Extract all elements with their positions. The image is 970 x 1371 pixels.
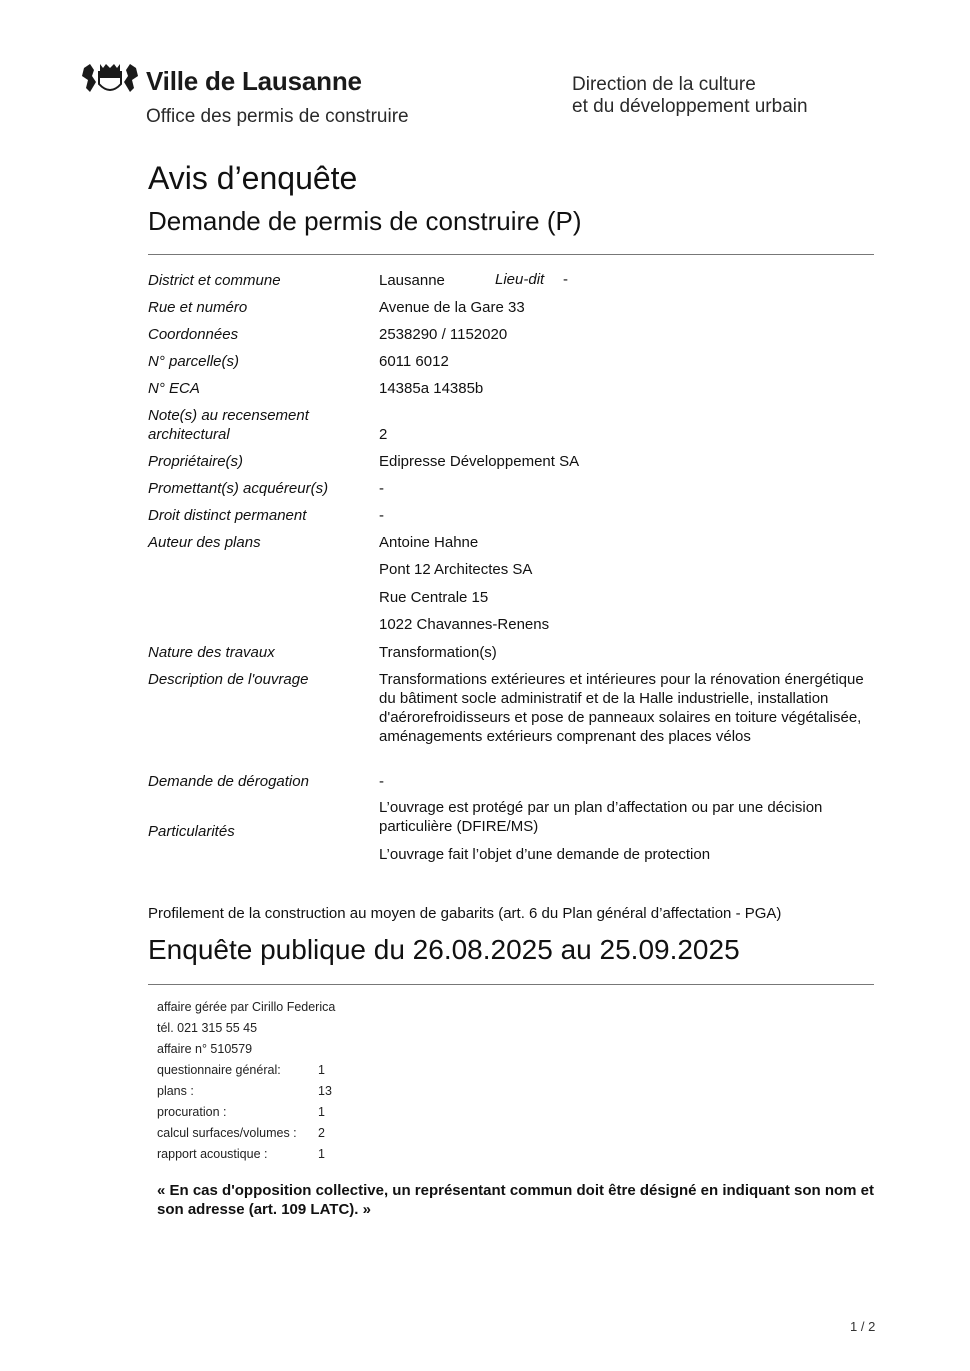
description-value: Transformations extérieures et intérieures pour la rénovation énergétique du bâtiment socle administratif et de la Halle industrielle, installation d'aérorefroidisseurs et pose de panneaux solaires en toiture végétalisée, aménagements extérieurs comprenant des places vélos bbox=[379, 671, 864, 745]
particularite-1: L’ouvrage est protégé par un plan d’affectation ou par une décision particulière (DFIRE/MS) bbox=[379, 799, 823, 835]
nature-value: Transformation(s) bbox=[379, 644, 497, 661]
auteur-line-1: Antoine Hahne bbox=[379, 534, 479, 551]
note-label-line-1: Note(s) au recensement bbox=[148, 407, 309, 424]
direction-line-2: et du développement urbain bbox=[572, 96, 808, 117]
doc-count: 13 bbox=[318, 1084, 332, 1098]
droit-value: - bbox=[379, 507, 384, 524]
doc-label: rapport acoustique : bbox=[157, 1147, 268, 1161]
doc-count: 1 bbox=[318, 1147, 325, 1161]
coord-label: Coordonnées bbox=[148, 326, 239, 343]
doc-label: procuration : bbox=[157, 1105, 227, 1119]
promettant-label: Promettant(s) acquéreur(s) bbox=[148, 480, 329, 497]
doc-count: 1 bbox=[318, 1063, 325, 1077]
lausanne-crest-icon bbox=[80, 62, 140, 96]
opposition-notice: « En cas d'opposition collective, un représentant commun doit être désigné en indiquant son nom et son adresse (art. 109 LATC). » bbox=[157, 1182, 875, 1218]
document-title: Avis d’enquête bbox=[148, 160, 358, 196]
affaire-manager: affaire gérée par Cirillo Federica bbox=[157, 1000, 336, 1014]
derogation-label: Demande de dérogation bbox=[148, 773, 309, 790]
eca-label: N° ECA bbox=[148, 380, 200, 397]
rue-label: Rue et numéro bbox=[148, 299, 248, 316]
district-value: Lausanne bbox=[379, 272, 445, 289]
doc-label: calcul surfaces/volumes : bbox=[157, 1126, 297, 1140]
eca-value: 14385a 14385b bbox=[379, 380, 484, 397]
nature-label: Nature des travaux bbox=[148, 644, 275, 661]
lieudit-value: - bbox=[563, 271, 568, 288]
affaire-phone: tél. 021 315 55 45 bbox=[157, 1021, 258, 1035]
droit-label: Droit distinct permanent bbox=[148, 507, 307, 524]
derogation-value: - bbox=[379, 773, 384, 790]
divider-top bbox=[148, 254, 874, 255]
particularites-label: Particularités bbox=[148, 823, 235, 840]
city-name: Ville de Lausanne bbox=[146, 66, 362, 96]
lieudit-label: Lieu-dit bbox=[495, 271, 545, 288]
coord-value: 2538290 / 1152020 bbox=[379, 326, 508, 343]
page-number: 1 / 2 bbox=[850, 1319, 876, 1334]
doc-count: 1 bbox=[318, 1105, 325, 1119]
note-label-line-2: architectural bbox=[148, 426, 230, 443]
document-subtitle: Demande de permis de construire (P) bbox=[148, 206, 582, 236]
district-label: District et commune bbox=[148, 272, 281, 289]
proprietaire-label: Propriétaire(s) bbox=[148, 453, 244, 470]
parcelle-value: 6011 6012 bbox=[379, 353, 449, 370]
auteur-label: Auteur des plans bbox=[148, 534, 261, 551]
parcelle-label: N° parcelle(s) bbox=[148, 353, 240, 370]
profilement-text: Profilement de la construction au moyen de gabarits (art. 6 du Plan général d’affectation - PGA) bbox=[148, 905, 782, 922]
divider-bottom bbox=[148, 984, 874, 985]
auteur-line-3: Rue Centrale 15 bbox=[379, 589, 489, 606]
affaire-number: affaire n° 510579 bbox=[157, 1042, 253, 1056]
description-label: Description de l'ouvrage bbox=[148, 671, 309, 688]
proprietaire-value: Edipresse Développement SA bbox=[379, 453, 580, 470]
direction-line-1: Direction de la culture bbox=[572, 74, 756, 95]
particularite-2: L’ouvrage fait l’objet d’une demande de protection bbox=[379, 846, 711, 863]
auteur-line-4: 1022 Chavannes-Renens bbox=[379, 616, 550, 633]
office-name: Office des permis de construire bbox=[146, 106, 409, 127]
doc-label: plans : bbox=[157, 1084, 194, 1098]
doc-label: questionnaire général: bbox=[157, 1063, 281, 1077]
enquete-period: Enquête publique du 26.08.2025 au 25.09.2025 bbox=[148, 934, 740, 965]
note-value: 2 bbox=[379, 426, 388, 443]
direction-block bbox=[572, 74, 808, 118]
rue-value: Avenue de la Gare 33 bbox=[379, 299, 525, 316]
auteur-line-2: Pont 12 Architectes SA bbox=[379, 561, 533, 578]
doc-count: 2 bbox=[318, 1126, 325, 1140]
promettant-value: - bbox=[379, 480, 384, 497]
